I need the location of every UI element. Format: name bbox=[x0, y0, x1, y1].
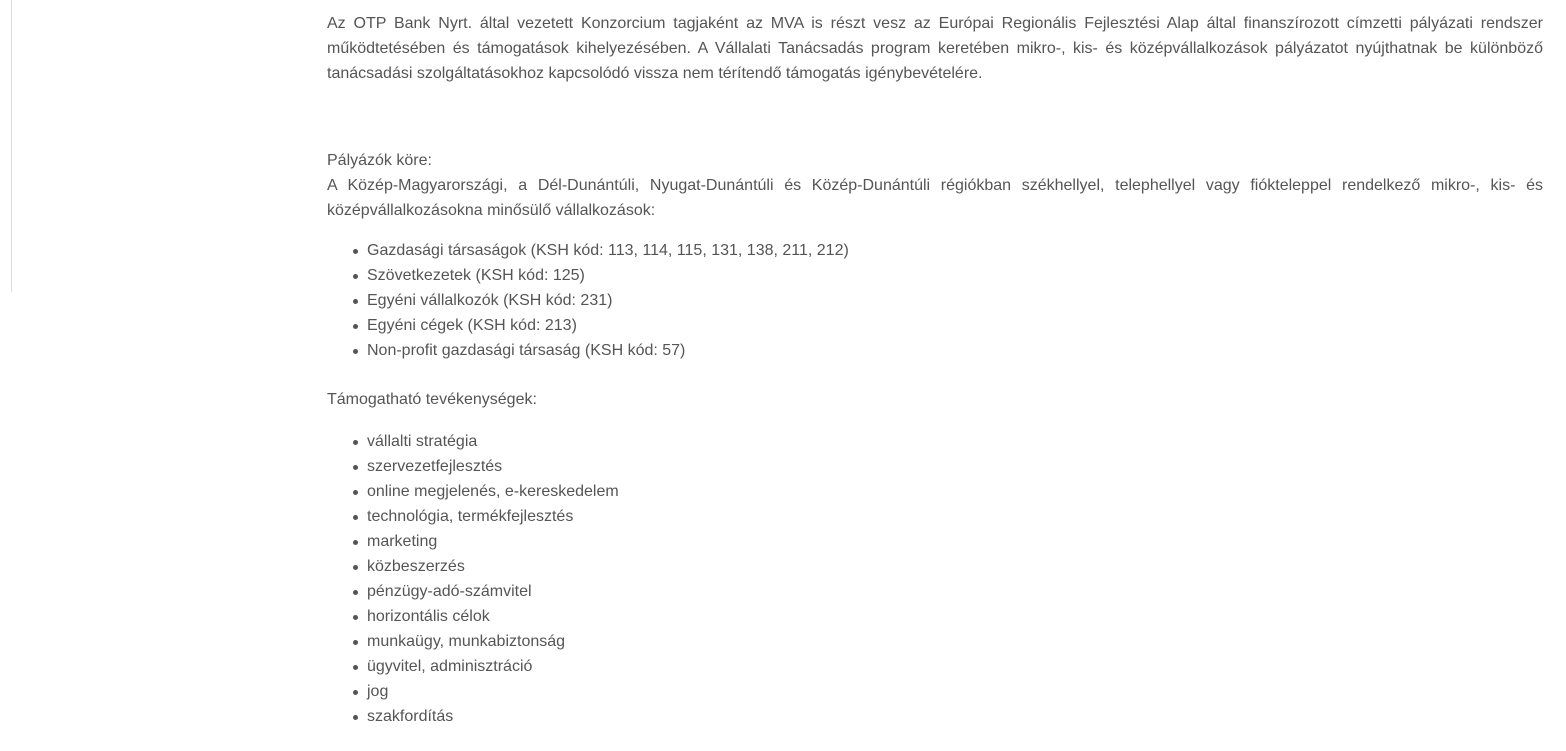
list-item: jog bbox=[367, 679, 1543, 704]
sidebar-divider bbox=[11, 0, 12, 292]
list-item: Egyéni cégek (KSH kód: 213) bbox=[367, 313, 1543, 338]
list-item: Szövetkezetek (KSH kód: 125) bbox=[367, 263, 1543, 288]
list-item: közbeszerzés bbox=[367, 554, 1543, 579]
list-item: vállalti stratégia bbox=[367, 429, 1543, 454]
applicants-description: A Közép-Magyarországi, a Dél-Dunántúli, Nyugat-Dunántúli és Közép-Dunántúli régiókban székhellyel, telephellyel vagy fiókteleppel rendelkező mikro-, kis- és középvállalkozásokna minősülő vállalkozások: bbox=[327, 177, 1543, 219]
intro-paragraph: Az OTP Bank Nyrt. által vezetett Konzorcium tagjaként az MVA is részt vesz az Európai Regionális Fejlesztési Alap által finanszírozott címzetti pályázati rendszer működtetésében és támogatások kihelyezésében. A Vállalati Tanácsadás program keretében mikro-, kis- és középvállalkozások pályázatot nyújthatnak be különböző tanácsadási szolgáltatásokhoz kapcsolódó vissza nem térítendő támogatás igénybevételére. bbox=[327, 15, 1543, 82]
list-item: online megjelenés, e-kereskedelem bbox=[367, 479, 1543, 504]
list-item: Gazdasági társaságok (KSH kód: 113, 114, 115, 131, 138, 211, 212) bbox=[367, 238, 1543, 263]
list-item: ügyvitel, adminisztráció bbox=[367, 654, 1543, 679]
list-item: Egyéni vállalkozók (KSH kód: 231) bbox=[367, 288, 1543, 313]
article-content bbox=[327, 11, 1543, 729]
list-item: technológia, termékfejlesztés bbox=[367, 504, 1543, 529]
activities-list bbox=[327, 429, 1543, 729]
list-item: szakfordítás bbox=[367, 704, 1543, 729]
list-item: horizontális célok bbox=[367, 604, 1543, 629]
activities-heading: Támogatható tevékenységek: bbox=[327, 391, 537, 408]
list-item: szervezetfejlesztés bbox=[367, 454, 1543, 479]
applicants-heading: Pályázók köre: bbox=[327, 152, 432, 169]
list-item: Non-profit gazdasági társaság (KSH kód: 57) bbox=[367, 338, 1543, 363]
list-item: munkaügy, munkabiztonság bbox=[367, 629, 1543, 654]
list-item: marketing bbox=[367, 529, 1543, 554]
applicants-list bbox=[327, 238, 1543, 363]
list-item: pénzügy-adó-számvitel bbox=[367, 579, 1543, 604]
